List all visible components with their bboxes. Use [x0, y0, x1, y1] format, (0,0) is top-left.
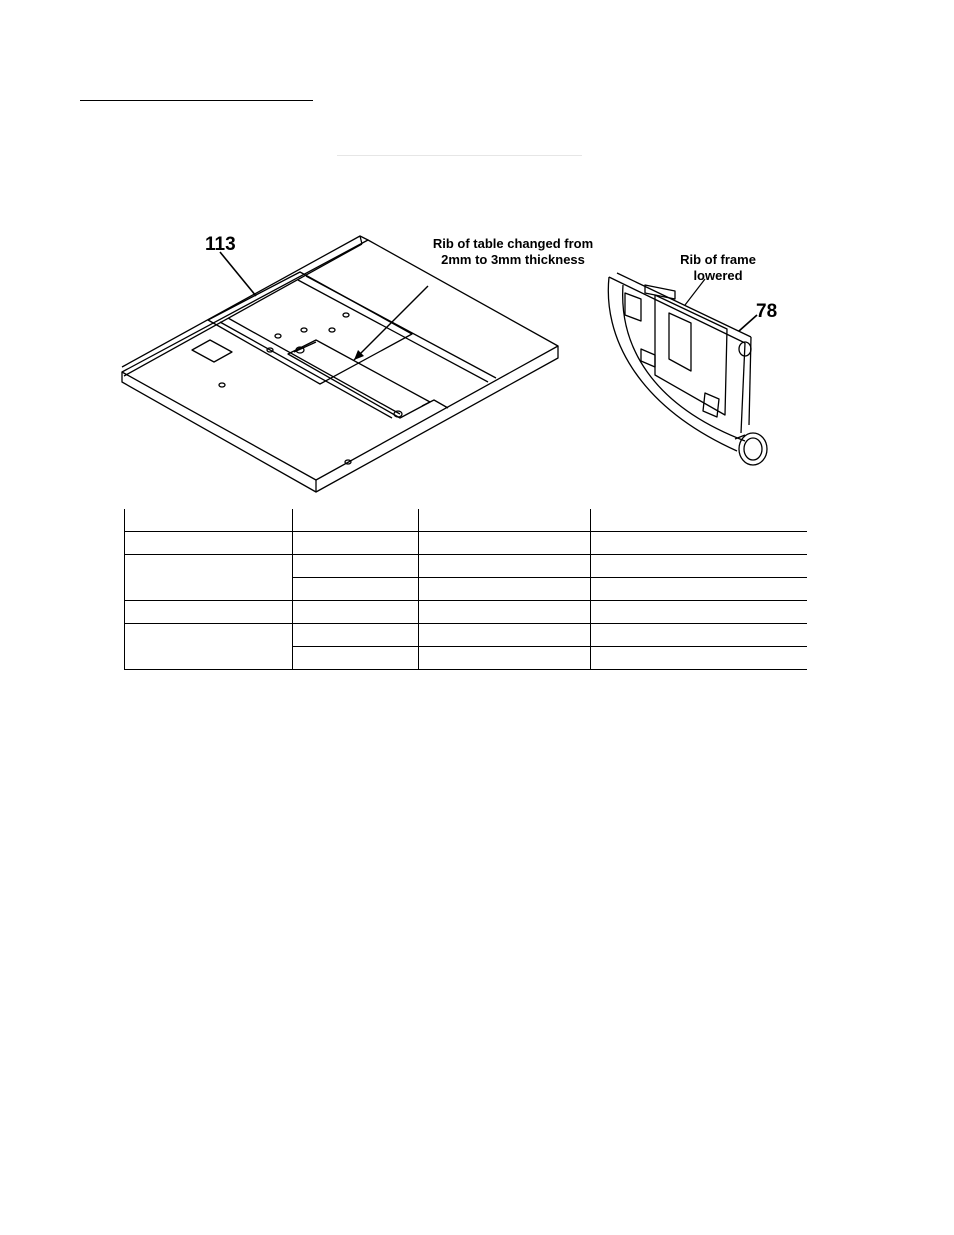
table-row [125, 532, 807, 555]
table-row [125, 509, 807, 532]
table-cell [293, 555, 419, 578]
frame-rib-callout [660, 252, 776, 284]
table-cell [419, 578, 591, 601]
table-rib-callout-line-2: 2mm to 3mm thickness [441, 252, 585, 267]
subheading-underline [337, 155, 582, 156]
table-cell [419, 532, 591, 555]
table-cell [591, 555, 807, 578]
table-cell [591, 647, 807, 670]
table-cell [419, 647, 591, 670]
table-cell [591, 509, 807, 532]
table-cell [293, 601, 419, 624]
table-cell [591, 532, 807, 555]
table-cell [125, 601, 293, 624]
frame-rib-callout-line-2: lowered [693, 268, 743, 283]
table-rib-callout-line-1: Rib of table changed from [432, 236, 594, 251]
heading-underline [80, 100, 313, 101]
frame-rib-callout-line-1: Rib of frame [680, 252, 756, 267]
table-cell [125, 555, 293, 601]
table-cell [591, 624, 807, 647]
table-row [125, 601, 807, 624]
table-cell [293, 647, 419, 670]
table-cell [419, 555, 591, 578]
table-row [125, 624, 807, 647]
table-cell [591, 578, 807, 601]
table-cell [419, 624, 591, 647]
table-row [125, 555, 807, 578]
table-cell [125, 509, 293, 532]
table-cell [293, 532, 419, 555]
table-cell [591, 601, 807, 624]
table-cell [293, 578, 419, 601]
table-cell [125, 624, 293, 670]
part-number-113: 113 [205, 234, 236, 255]
parts-change-table [124, 509, 807, 670]
table-cell [293, 509, 419, 532]
table-plate-drawing [110, 230, 580, 505]
table-cell [293, 624, 419, 647]
table-cell [419, 601, 591, 624]
part-number-78: 78 [756, 301, 778, 322]
table-rib-callout [408, 236, 618, 268]
table-cell [125, 532, 293, 555]
table-cell [419, 509, 591, 532]
frame-drawing [595, 265, 780, 475]
